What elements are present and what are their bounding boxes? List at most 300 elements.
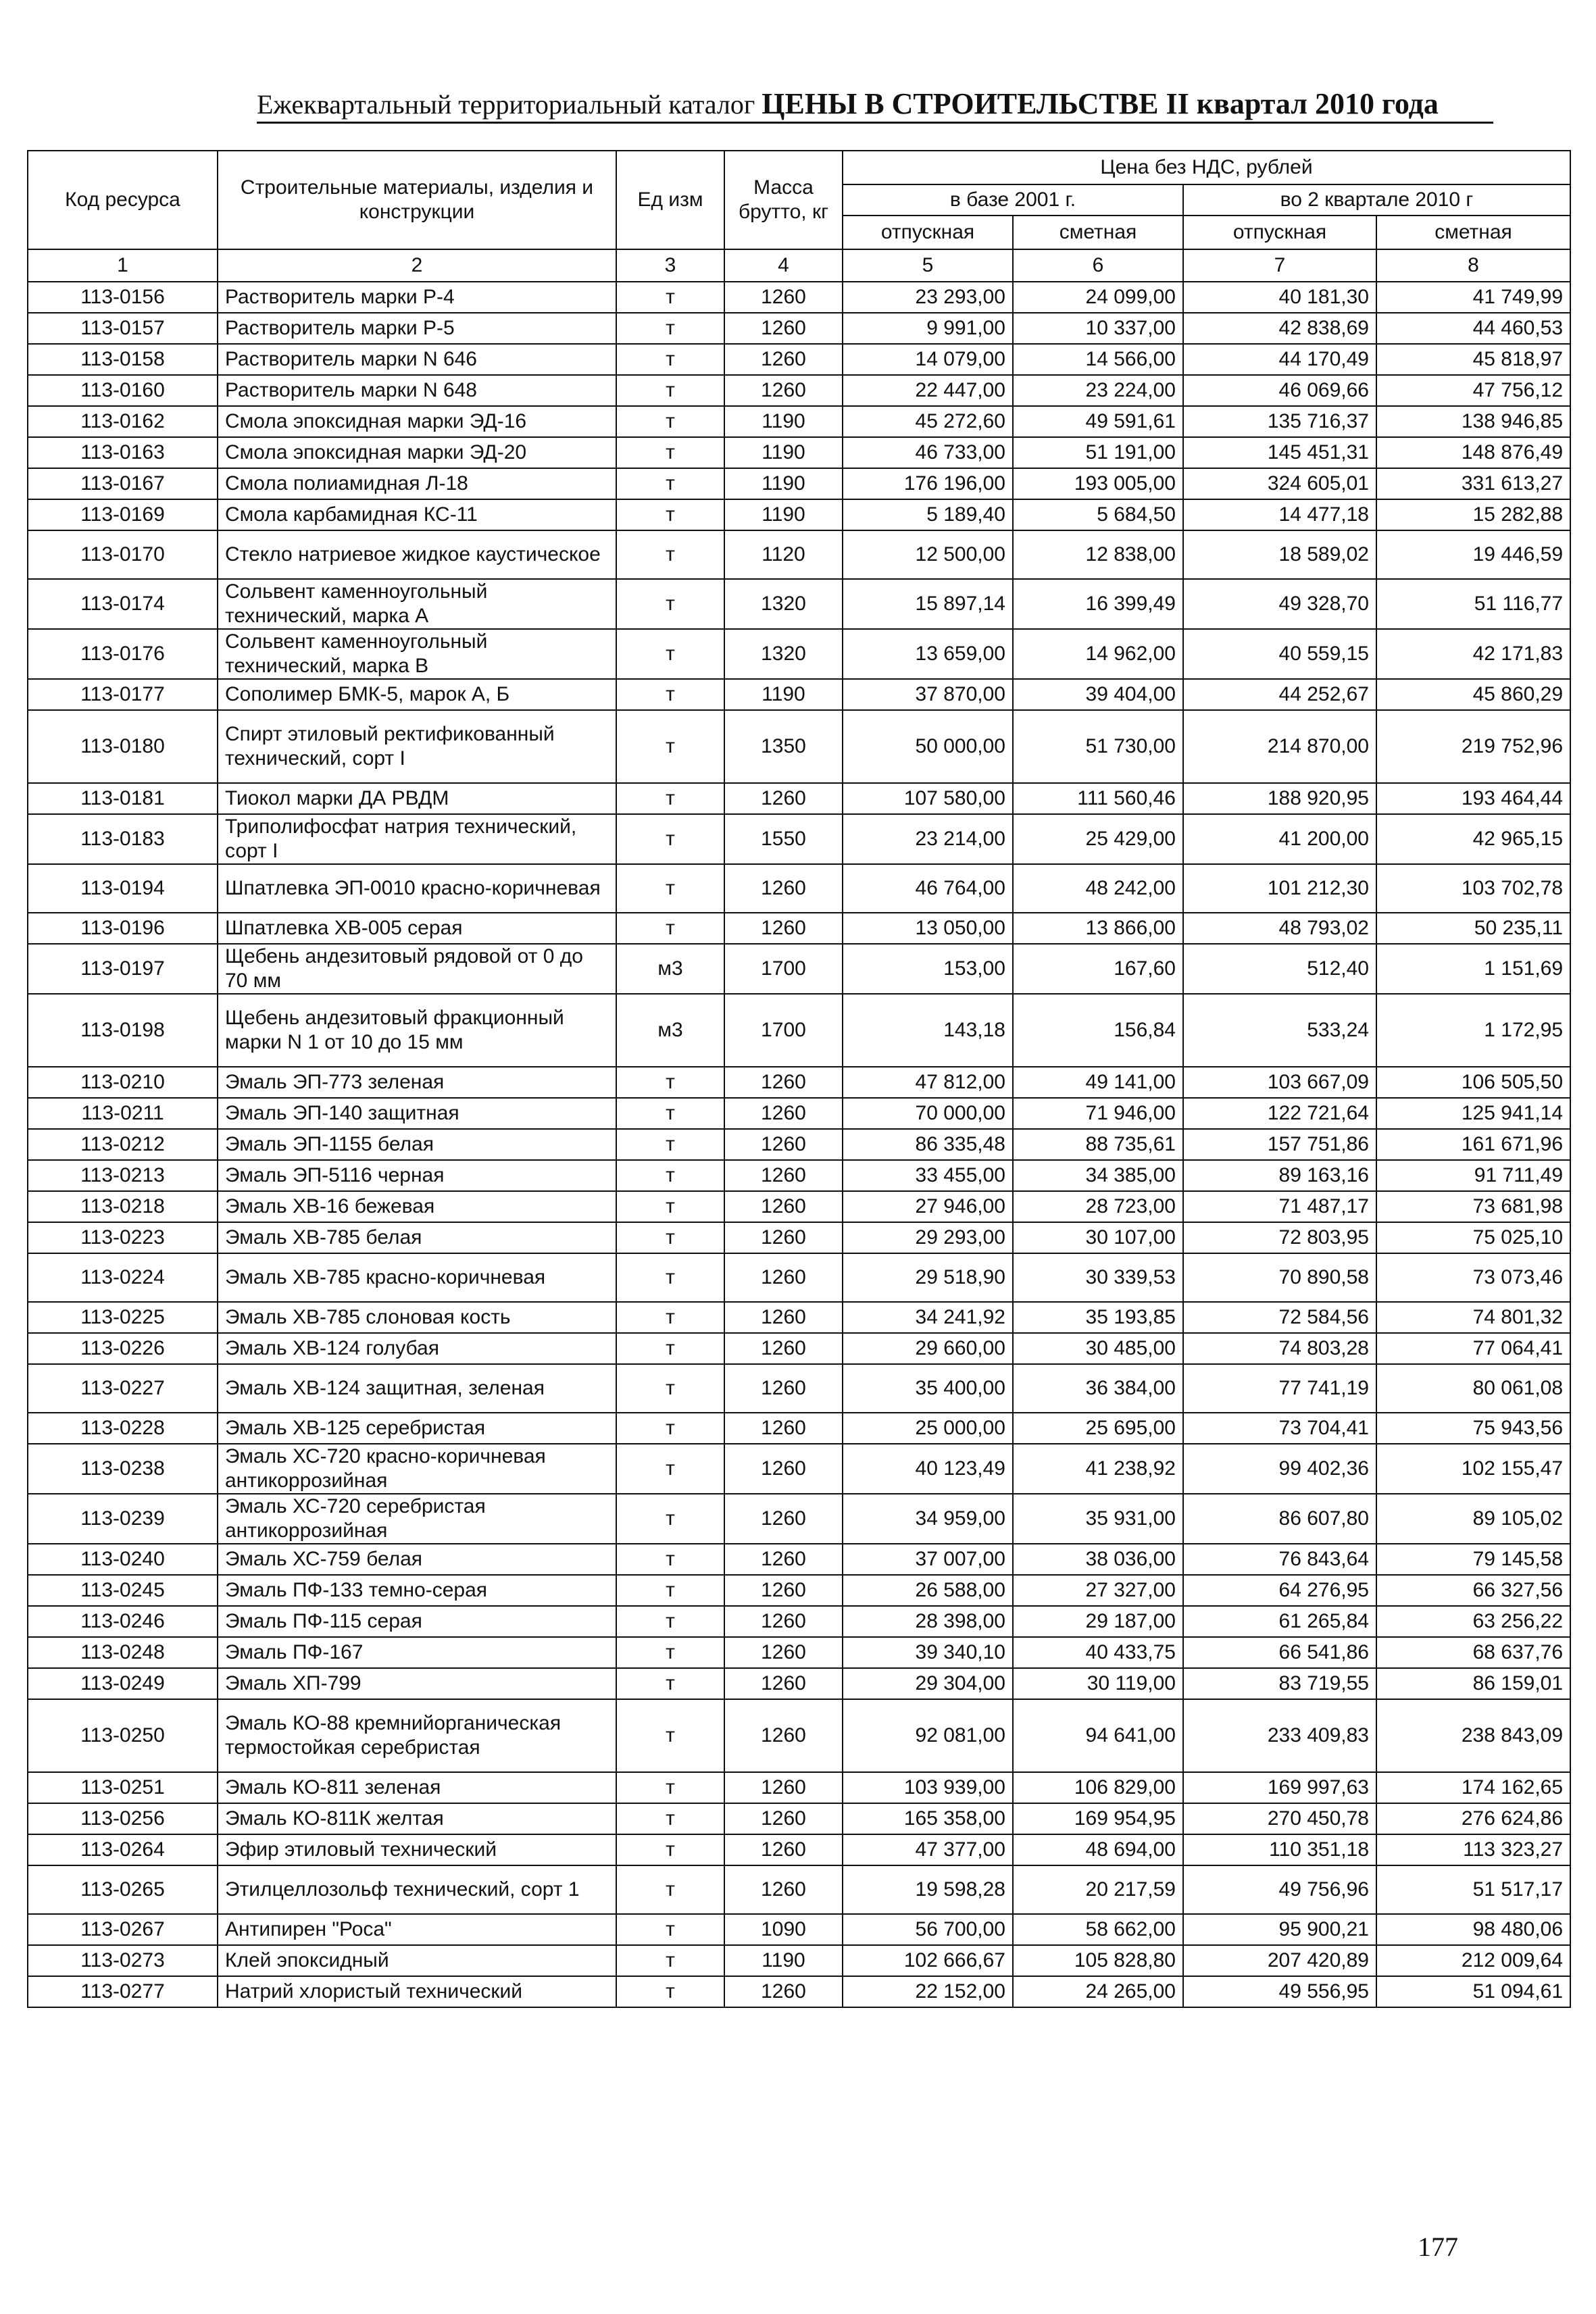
header-materials: Строительные материалы, изделия и конструкции	[218, 151, 616, 249]
unit-of-measure: т	[616, 406, 724, 437]
price-base-factory: 12 500,00	[843, 530, 1013, 579]
unit-of-measure: т	[616, 1914, 724, 1945]
material-name: Эмаль ХВ-785 белая	[218, 1222, 616, 1253]
unit-of-measure: т	[616, 1575, 724, 1606]
table-row	[28, 530, 1570, 579]
price-base-factory: 92 081,00	[843, 1699, 1013, 1772]
price-base-estimate: 30 339,53	[1013, 1253, 1183, 1302]
material-name: Стекло натриевое жидкое каустическое	[218, 530, 616, 579]
price-base-estimate: 12 838,00	[1013, 530, 1183, 579]
unit-of-measure: т	[616, 1302, 724, 1333]
resource-code: 113-0157	[28, 313, 218, 344]
resource-code: 113-0224	[28, 1253, 218, 1302]
price-q2-factory: 89 163,16	[1183, 1160, 1376, 1191]
material-name: Щебень андезитовый фракционный марки N 1 от 10 до 15 мм	[218, 994, 616, 1067]
price-base-factory: 70 000,00	[843, 1098, 1013, 1129]
price-q2-factory: 101 212,30	[1183, 864, 1376, 913]
resource-code: 113-0176	[28, 629, 218, 679]
unit-of-measure: т	[616, 1865, 724, 1914]
table-body	[28, 282, 1570, 2007]
price-q2-factory: 44 252,67	[1183, 679, 1376, 710]
price-q2-estimate: 98 480,06	[1376, 1914, 1570, 1945]
gross-mass: 1190	[724, 499, 843, 530]
unit-of-measure: т	[616, 1803, 724, 1834]
price-base-factory: 15 897,14	[843, 579, 1013, 629]
price-q2-estimate: 63 256,22	[1376, 1606, 1570, 1637]
price-q2-factory: 49 756,96	[1183, 1865, 1376, 1914]
gross-mass: 1260	[724, 1191, 843, 1222]
price-base-estimate: 16 399,49	[1013, 579, 1183, 629]
unit-of-measure: т	[616, 530, 724, 579]
resource-code: 113-0212	[28, 1129, 218, 1160]
material-name: Эфир этиловый технический	[218, 1834, 616, 1865]
header-q2-factory: отпускная	[1183, 216, 1376, 249]
price-q2-estimate: 51 116,77	[1376, 579, 1570, 629]
price-q2-estimate: 45 860,29	[1376, 679, 1570, 710]
header-row	[28, 151, 1570, 184]
unit-of-measure: т	[616, 375, 724, 406]
price-q2-factory: 42 838,69	[1183, 313, 1376, 344]
price-base-estimate: 41 238,92	[1013, 1444, 1183, 1494]
gross-mass: 1260	[724, 913, 843, 944]
price-base-factory: 46 764,00	[843, 864, 1013, 913]
material-name: Эмаль ХС-720 красно-коричневая антикоррозийная	[218, 1444, 616, 1494]
price-q2-estimate: 42 965,15	[1376, 814, 1570, 864]
unit-of-measure: т	[616, 1444, 724, 1494]
price-q2-factory: 95 900,21	[1183, 1914, 1376, 1945]
gross-mass: 1260	[724, 864, 843, 913]
price-q2-estimate: 41 749,99	[1376, 282, 1570, 313]
material-name: Эмаль ХП-799	[218, 1668, 616, 1699]
table-row	[28, 313, 1570, 344]
price-base-factory: 19 598,28	[843, 1865, 1013, 1914]
material-name: Клей эпоксидный	[218, 1945, 616, 1976]
price-base-estimate: 14 566,00	[1013, 344, 1183, 375]
price-base-factory: 165 358,00	[843, 1803, 1013, 1834]
price-q2-factory: 99 402,36	[1183, 1444, 1376, 1494]
price-q2-estimate: 45 818,97	[1376, 344, 1570, 375]
price-q2-factory: 41 200,00	[1183, 814, 1376, 864]
resource-code: 113-0245	[28, 1575, 218, 1606]
price-base-estimate: 39 404,00	[1013, 679, 1183, 710]
material-name: Этилцеллозольф технический, сорт 1	[218, 1865, 616, 1914]
resource-code: 113-0197	[28, 944, 218, 994]
gross-mass: 1260	[724, 1222, 843, 1253]
price-q2-factory: 135 716,37	[1183, 406, 1376, 437]
material-name: Эмаль ХВ-16 бежевая	[218, 1191, 616, 1222]
price-q2-factory: 76 843,64	[1183, 1544, 1376, 1575]
price-base-factory: 34 241,92	[843, 1302, 1013, 1333]
gross-mass: 1700	[724, 944, 843, 994]
price-base-factory: 29 293,00	[843, 1222, 1013, 1253]
column-number: 8	[1376, 249, 1570, 282]
price-q2-factory: 40 181,30	[1183, 282, 1376, 313]
table-row	[28, 1976, 1570, 2007]
price-base-estimate: 38 036,00	[1013, 1544, 1183, 1575]
price-base-factory: 39 340,10	[843, 1637, 1013, 1668]
unit-of-measure: т	[616, 1606, 724, 1637]
table-row	[28, 1606, 1570, 1637]
price-q2-estimate: 75 943,56	[1376, 1413, 1570, 1444]
column-number: 6	[1013, 249, 1183, 282]
header-unit: Ед изм	[616, 151, 724, 249]
resource-code: 113-0196	[28, 913, 218, 944]
unit-of-measure: т	[616, 499, 724, 530]
price-table	[27, 150, 1571, 2008]
price-q2-estimate: 91 711,49	[1376, 1160, 1570, 1191]
price-q2-estimate: 44 460,53	[1376, 313, 1570, 344]
resource-code: 113-0163	[28, 437, 218, 468]
material-name: Эмаль ЭП-1155 белая	[218, 1129, 616, 1160]
price-base-factory: 22 447,00	[843, 375, 1013, 406]
resource-code: 113-0267	[28, 1914, 218, 1945]
price-base-factory: 37 870,00	[843, 679, 1013, 710]
page-number: 177	[1418, 2232, 1458, 2262]
price-base-factory: 86 335,48	[843, 1129, 1013, 1160]
price-q2-estimate: 193 464,44	[1376, 783, 1570, 814]
unit-of-measure: т	[616, 282, 724, 313]
material-name: Эмаль КО-811К желтая	[218, 1803, 616, 1834]
unit-of-measure: т	[616, 913, 724, 944]
table-row	[28, 282, 1570, 313]
table-row	[28, 499, 1570, 530]
price-q2-factory: 233 409,83	[1183, 1699, 1376, 1772]
price-q2-estimate: 1 151,69	[1376, 944, 1570, 994]
gross-mass: 1260	[724, 1834, 843, 1865]
table-row	[28, 1699, 1570, 1772]
price-base-estimate: 30 107,00	[1013, 1222, 1183, 1253]
resource-code: 113-0223	[28, 1222, 218, 1253]
price-base-factory: 34 959,00	[843, 1494, 1013, 1544]
table-row	[28, 994, 1570, 1067]
table-row	[28, 1834, 1570, 1865]
price-q2-estimate: 1 172,95	[1376, 994, 1570, 1067]
gross-mass: 1550	[724, 814, 843, 864]
resource-code: 113-0226	[28, 1333, 218, 1364]
price-q2-estimate: 66 327,56	[1376, 1575, 1570, 1606]
price-base-factory: 40 123,49	[843, 1444, 1013, 1494]
gross-mass: 1260	[724, 344, 843, 375]
gross-mass: 1260	[724, 1364, 843, 1413]
material-name: Эмаль КО-88 кремнийорганическая термостойкая серебристая	[218, 1699, 616, 1772]
unit-of-measure: т	[616, 1544, 724, 1575]
unit-of-measure: т	[616, 1413, 724, 1444]
price-q2-estimate: 15 282,88	[1376, 499, 1570, 530]
price-base-factory: 23 293,00	[843, 282, 1013, 313]
price-q2-factory: 44 170,49	[1183, 344, 1376, 375]
resource-code: 113-0183	[28, 814, 218, 864]
material-name: Растворитель марки N 648	[218, 375, 616, 406]
price-base-estimate: 24 265,00	[1013, 1976, 1183, 2007]
unit-of-measure: т	[616, 313, 724, 344]
header-base-estimate: сметная	[1013, 216, 1183, 249]
price-q2-estimate: 77 064,41	[1376, 1333, 1570, 1364]
price-base-estimate: 29 187,00	[1013, 1606, 1183, 1637]
price-base-estimate: 71 946,00	[1013, 1098, 1183, 1129]
table-row	[28, 864, 1570, 913]
price-q2-factory: 49 328,70	[1183, 579, 1376, 629]
price-q2-factory: 64 276,95	[1183, 1575, 1376, 1606]
resource-code: 113-0158	[28, 344, 218, 375]
gross-mass: 1260	[724, 1067, 843, 1098]
unit-of-measure: т	[616, 783, 724, 814]
price-q2-estimate: 138 946,85	[1376, 406, 1570, 437]
material-name: Эмаль ЭП-773 зеленая	[218, 1067, 616, 1098]
unit-of-measure: м3	[616, 994, 724, 1067]
price-q2-factory: 70 890,58	[1183, 1253, 1376, 1302]
price-q2-factory: 188 920,95	[1183, 783, 1376, 814]
price-q2-factory: 324 605,01	[1183, 468, 1376, 499]
gross-mass: 1260	[724, 1253, 843, 1302]
price-q2-factory: 74 803,28	[1183, 1333, 1376, 1364]
price-base-factory: 103 939,00	[843, 1772, 1013, 1803]
price-q2-estimate: 161 671,96	[1376, 1129, 1570, 1160]
price-base-factory: 56 700,00	[843, 1914, 1013, 1945]
material-name: Натрий хлористый технический	[218, 1976, 616, 2007]
unit-of-measure: т	[616, 1976, 724, 2007]
price-base-estimate: 169 954,95	[1013, 1803, 1183, 1834]
price-base-estimate: 51 191,00	[1013, 437, 1183, 468]
price-q2-factory: 83 719,55	[1183, 1668, 1376, 1699]
price-base-factory: 35 400,00	[843, 1364, 1013, 1413]
resource-code: 113-0277	[28, 1976, 218, 2007]
price-base-estimate: 48 694,00	[1013, 1834, 1183, 1865]
price-q2-factory: 66 541,86	[1183, 1637, 1376, 1668]
price-base-estimate: 167,60	[1013, 944, 1183, 994]
table-row	[28, 1494, 1570, 1544]
material-name: Растворитель марки Р-4	[218, 282, 616, 313]
column-number: 3	[616, 249, 724, 282]
material-name: Эмаль КО-811 зеленая	[218, 1772, 616, 1803]
resource-code: 113-0225	[28, 1302, 218, 1333]
material-name: Спирт этиловый ректификованный технический, сорт I	[218, 710, 616, 783]
resource-code: 113-0156	[28, 282, 218, 313]
material-name: Эмаль ХВ-125 серебристая	[218, 1413, 616, 1444]
unit-of-measure: т	[616, 1494, 724, 1544]
price-q2-estimate: 51 094,61	[1376, 1976, 1570, 2007]
material-name: Шпатлевка ХВ-005 серая	[218, 913, 616, 944]
price-q2-factory: 40 559,15	[1183, 629, 1376, 679]
table-row	[28, 579, 1570, 629]
gross-mass: 1320	[724, 579, 843, 629]
price-base-estimate: 30 119,00	[1013, 1668, 1183, 1699]
gross-mass: 1260	[724, 1803, 843, 1834]
unit-of-measure: т	[616, 864, 724, 913]
table-row	[28, 375, 1570, 406]
unit-of-measure: т	[616, 1333, 724, 1364]
resource-code: 113-0167	[28, 468, 218, 499]
gross-mass: 1260	[724, 1129, 843, 1160]
table-row	[28, 1191, 1570, 1222]
price-base-estimate: 105 828,80	[1013, 1945, 1183, 1976]
price-base-estimate: 48 242,00	[1013, 864, 1183, 913]
table-row	[28, 1222, 1570, 1253]
price-q2-estimate: 103 702,78	[1376, 864, 1570, 913]
table-row	[28, 468, 1570, 499]
price-base-estimate: 34 385,00	[1013, 1160, 1183, 1191]
table-row	[28, 1302, 1570, 1333]
table-row	[28, 1444, 1570, 1494]
price-base-estimate: 36 384,00	[1013, 1364, 1183, 1413]
price-q2-factory: 270 450,78	[1183, 1803, 1376, 1834]
unit-of-measure: т	[616, 1364, 724, 1413]
price-base-factory: 37 007,00	[843, 1544, 1013, 1575]
gross-mass: 1260	[724, 1544, 843, 1575]
table-row	[28, 1637, 1570, 1668]
gross-mass: 1700	[724, 994, 843, 1067]
material-name: Сольвент каменноугольный технический, марка В	[218, 629, 616, 679]
price-base-factory: 5 189,40	[843, 499, 1013, 530]
table-row	[28, 1364, 1570, 1413]
unit-of-measure: т	[616, 1834, 724, 1865]
price-base-factory: 13 659,00	[843, 629, 1013, 679]
material-name: Эмаль ХВ-785 красно-коричневая	[218, 1253, 616, 1302]
price-q2-estimate: 73 681,98	[1376, 1191, 1570, 1222]
material-name: Сополимер БМК-5, марок А, Б	[218, 679, 616, 710]
unit-of-measure: т	[616, 1160, 724, 1191]
resource-code: 113-0264	[28, 1834, 218, 1865]
resource-code: 113-0251	[28, 1772, 218, 1803]
column-number-row	[28, 249, 1570, 282]
price-base-estimate: 10 337,00	[1013, 313, 1183, 344]
price-base-factory: 102 666,67	[843, 1945, 1013, 1976]
resource-code: 113-0240	[28, 1544, 218, 1575]
price-q2-estimate: 113 323,27	[1376, 1834, 1570, 1865]
material-name: Растворитель марки N 646	[218, 344, 616, 375]
table-row	[28, 1865, 1570, 1914]
price-base-factory: 29 660,00	[843, 1333, 1013, 1364]
price-base-factory: 47 377,00	[843, 1834, 1013, 1865]
price-base-factory: 29 518,90	[843, 1253, 1013, 1302]
price-base-estimate: 193 005,00	[1013, 468, 1183, 499]
gross-mass: 1260	[724, 1444, 843, 1494]
column-number: 5	[843, 249, 1013, 282]
gross-mass: 1320	[724, 629, 843, 679]
price-q2-estimate: 102 155,47	[1376, 1444, 1570, 1494]
gross-mass: 1190	[724, 679, 843, 710]
price-base-estimate: 94 641,00	[1013, 1699, 1183, 1772]
price-base-estimate: 5 684,50	[1013, 499, 1183, 530]
price-base-factory: 50 000,00	[843, 710, 1013, 783]
table-row	[28, 344, 1570, 375]
header-price-group: Цена без НДС, рублей	[843, 151, 1570, 184]
gross-mass: 1190	[724, 437, 843, 468]
table-row	[28, 629, 1570, 679]
gross-mass: 1260	[724, 1606, 843, 1637]
price-q2-factory: 103 667,09	[1183, 1067, 1376, 1098]
table-row	[28, 1772, 1570, 1803]
table-row	[28, 1668, 1570, 1699]
price-q2-estimate: 238 843,09	[1376, 1699, 1570, 1772]
material-name: Эмаль ХС-720 серебристая антикоррозийная	[218, 1494, 616, 1544]
table-row	[28, 679, 1570, 710]
resource-code: 113-0227	[28, 1364, 218, 1413]
catalog-title: ЦЕНЫ В СТРОИТЕЛЬСТВЕ II квартал 2010 года	[762, 87, 1439, 120]
resource-code: 113-0239	[28, 1494, 218, 1544]
price-q2-estimate: 74 801,32	[1376, 1302, 1570, 1333]
price-base-factory: 9 991,00	[843, 313, 1013, 344]
resource-code: 113-0160	[28, 375, 218, 406]
price-base-estimate: 49 591,61	[1013, 406, 1183, 437]
header-code: Код ресурса	[28, 151, 218, 249]
gross-mass: 1120	[724, 530, 843, 579]
price-q2-factory: 77 741,19	[1183, 1364, 1376, 1413]
table-row	[28, 783, 1570, 814]
price-q2-estimate: 106 505,50	[1376, 1067, 1570, 1098]
price-q2-factory: 214 870,00	[1183, 710, 1376, 783]
unit-of-measure: т	[616, 437, 724, 468]
resource-code: 113-0180	[28, 710, 218, 783]
header-base-factory: отпускная	[843, 216, 1013, 249]
price-base-estimate: 25 695,00	[1013, 1413, 1183, 1444]
gross-mass: 1260	[724, 1699, 843, 1772]
resource-code: 113-0181	[28, 783, 218, 814]
price-q2-factory: 46 069,66	[1183, 375, 1376, 406]
price-q2-factory: 48 793,02	[1183, 913, 1376, 944]
table-row	[28, 1253, 1570, 1302]
resource-code: 113-0170	[28, 530, 218, 579]
unit-of-measure: т	[616, 1253, 724, 1302]
resource-code: 113-0248	[28, 1637, 218, 1668]
resource-code: 113-0249	[28, 1668, 218, 1699]
table-row	[28, 406, 1570, 437]
table-row	[28, 1914, 1570, 1945]
gross-mass: 1260	[724, 375, 843, 406]
price-q2-factory: 122 721,64	[1183, 1098, 1376, 1129]
unit-of-measure: т	[616, 344, 724, 375]
material-name: Щебень андезитовый рядовой от 0 до 70 мм	[218, 944, 616, 994]
table-row	[28, 1129, 1570, 1160]
gross-mass: 1260	[724, 1865, 843, 1914]
unit-of-measure: т	[616, 710, 724, 783]
material-name: Эмаль ХВ-124 защитная, зеленая	[218, 1364, 616, 1413]
gross-mass: 1260	[724, 1098, 843, 1129]
unit-of-measure: т	[616, 1098, 724, 1129]
gross-mass: 1260	[724, 1976, 843, 2007]
resource-code: 113-0211	[28, 1098, 218, 1129]
resource-code: 113-0218	[28, 1191, 218, 1222]
resource-code: 113-0162	[28, 406, 218, 437]
resource-code: 113-0177	[28, 679, 218, 710]
table-row	[28, 1098, 1570, 1129]
price-q2-factory: 86 607,80	[1183, 1494, 1376, 1544]
material-name: Эмаль ПФ-115 серая	[218, 1606, 616, 1637]
price-base-estimate: 35 931,00	[1013, 1494, 1183, 1544]
price-base-estimate: 40 433,75	[1013, 1637, 1183, 1668]
gross-mass: 1090	[724, 1914, 843, 1945]
column-number: 2	[218, 249, 616, 282]
price-q2-factory: 73 704,41	[1183, 1413, 1376, 1444]
price-q2-estimate: 68 637,76	[1376, 1637, 1570, 1668]
unit-of-measure: т	[616, 1699, 724, 1772]
price-q2-factory: 157 751,86	[1183, 1129, 1376, 1160]
table-row	[28, 1544, 1570, 1575]
unit-of-measure: т	[616, 1129, 724, 1160]
material-name: Эмаль ЭП-140 защитная	[218, 1098, 616, 1129]
price-base-estimate: 106 829,00	[1013, 1772, 1183, 1803]
gross-mass: 1260	[724, 313, 843, 344]
price-base-factory: 26 588,00	[843, 1575, 1013, 1606]
column-number: 7	[1183, 249, 1376, 282]
gross-mass: 1260	[724, 1637, 843, 1668]
resource-code: 113-0250	[28, 1699, 218, 1772]
resource-code: 113-0228	[28, 1413, 218, 1444]
price-q2-estimate: 19 446,59	[1376, 530, 1570, 579]
price-q2-factory: 61 265,84	[1183, 1606, 1376, 1637]
resource-code: 113-0213	[28, 1160, 218, 1191]
column-number: 4	[724, 249, 843, 282]
price-q2-estimate: 331 613,27	[1376, 468, 1570, 499]
